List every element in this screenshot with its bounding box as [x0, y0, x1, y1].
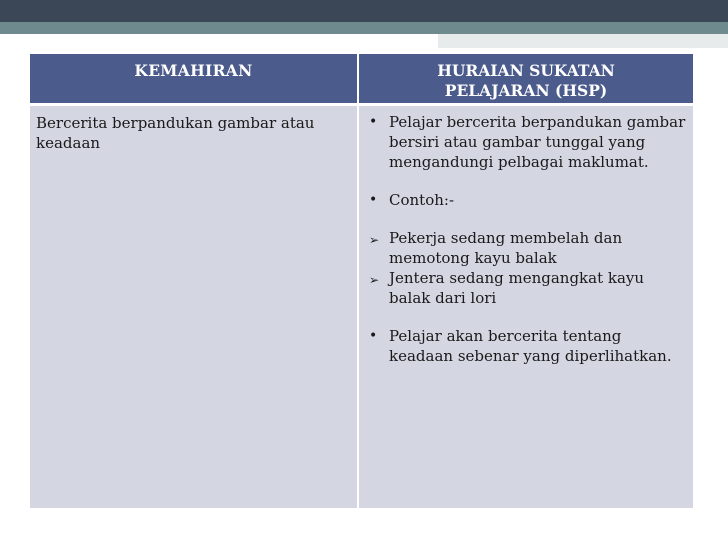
- description-list: [359, 106, 693, 366]
- point-text: Pelajar akan bercerita tentang keadaan sebenar yang diperlihatkan.: [389, 327, 672, 365]
- slide-top-bar: [0, 0, 728, 22]
- description-cell: [359, 106, 693, 508]
- header-kemahiran: [30, 54, 357, 103]
- list-item: [365, 326, 687, 366]
- example-text: Pekerja sedang membelah dan memotong kayu balak: [389, 229, 623, 267]
- point-text: Pelajar bercerita berpandukan gambar bersiri atau gambar tunggal yang mengandungi pelbagai maklumat.: [389, 113, 686, 171]
- bullet-icon: •: [369, 328, 378, 344]
- list-item: [365, 190, 687, 210]
- list-item: [365, 268, 687, 308]
- example-text: Jentera sedang mengangkat kayu balak dari lori: [389, 269, 645, 307]
- slide-accent-strip: [0, 22, 728, 34]
- arrow-bullet-icon: ➢: [369, 273, 380, 287]
- accent-tick: [430, 34, 438, 48]
- content-table: [30, 54, 693, 508]
- arrow-bullet-icon: ➢: [369, 233, 380, 247]
- list-item: [365, 112, 687, 172]
- header-huraian-line1: HURAIAN SUKATAN: [437, 61, 615, 80]
- skill-cell: [30, 106, 357, 508]
- point-text: Contoh:-: [389, 191, 455, 209]
- bullet-icon: •: [369, 192, 378, 208]
- slide-accent-box: [430, 34, 728, 48]
- header-huraian: [359, 54, 693, 103]
- skill-text: Bercerita berpandukan gambar atau keadaan: [36, 114, 315, 152]
- header-huraian-line2: PELAJARAN (HSP): [444, 81, 608, 100]
- header-kemahiran-label: KEMAHIRAN: [134, 61, 253, 80]
- list-item: [365, 228, 687, 268]
- bullet-icon: •: [369, 114, 378, 130]
